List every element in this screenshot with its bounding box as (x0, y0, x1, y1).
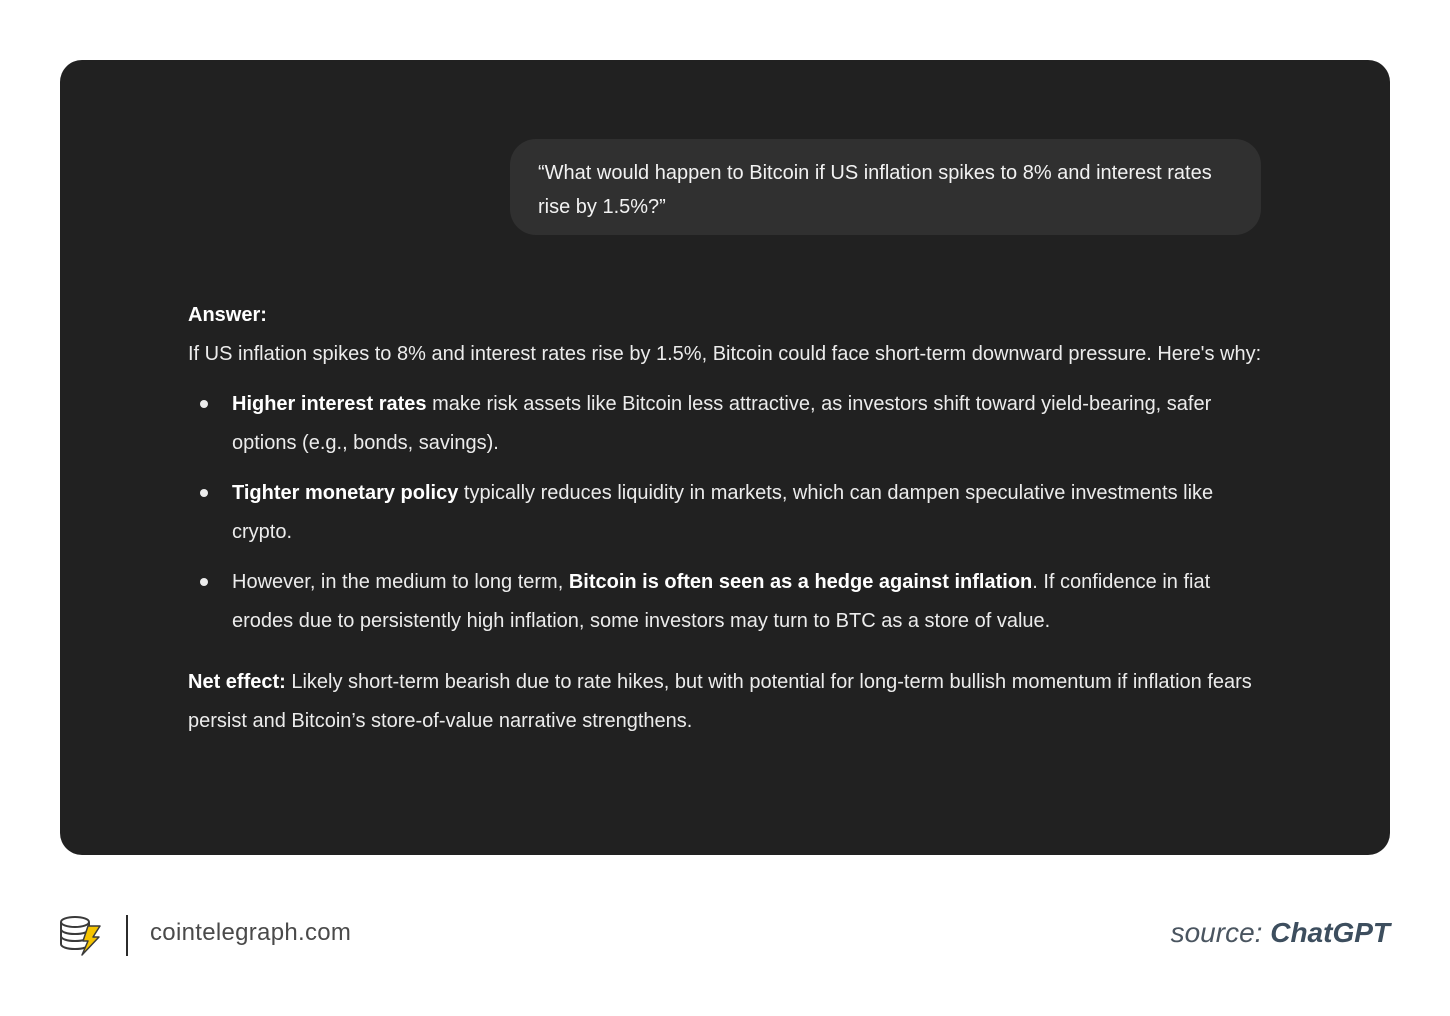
bullet-rest: . If confidence in fiat erodes due to persistently high inflation, some investors may turn to BTC as a store of value. (232, 571, 1211, 632)
assistant-answer (188, 296, 1268, 741)
net-effect-text: Likely short-term bearish due to rate hikes, but with potential for long-term bullish momentum if inflation fears persist and Bitcoin’s store-of-value narrative strengthens. (188, 671, 1252, 732)
bullet-dot-icon (200, 489, 208, 497)
bullet-dot-icon (200, 400, 208, 408)
net-effect-label: Net effect: (188, 671, 286, 693)
bullet-lead: However, in the medium to long term, (232, 571, 569, 593)
cointelegraph-coins-bolt-icon (58, 913, 104, 957)
bullet-bold: Higher interest rates (232, 393, 427, 415)
user-message-text: “What would happen to Bitcoin if US inflation spikes to 8% and interest rates rise by 1.5%?” (538, 162, 1212, 218)
source-name: ChatGPT (1270, 917, 1390, 948)
list-item (188, 385, 1268, 463)
list-item (188, 563, 1268, 641)
bullet-bold: Tighter monetary policy (232, 482, 459, 504)
list-item (188, 474, 1268, 552)
answer-intro: If US inflation spikes to 8% and interest rates rise by 1.5%, Bitcoin could face short-term downward pressure. Here's why: (188, 343, 1262, 365)
bullet-rest: make risk assets like Bitcoin less attractive, as investors shift toward yield-bearing, safer options (e.g., bonds, savings). (232, 393, 1212, 454)
footer-divider (126, 915, 128, 956)
answer-heading: Answer: (188, 304, 267, 326)
source-prefix: source: (1170, 917, 1271, 948)
bullet-rest: typically reduces liquidity in markets, which can dampen speculative investments like crypto. (232, 482, 1214, 543)
bullet-dot-icon (200, 578, 208, 586)
footer-source (1171, 917, 1390, 949)
answer-bullet-list (188, 385, 1268, 641)
footer-site-name: cointelegraph.com (150, 919, 352, 946)
chat-card (60, 60, 1390, 855)
user-message-bubble (510, 139, 1261, 235)
net-effect (188, 663, 1268, 741)
bullet-bold: Bitcoin is often seen as a hedge against inflation (568, 571, 1033, 593)
